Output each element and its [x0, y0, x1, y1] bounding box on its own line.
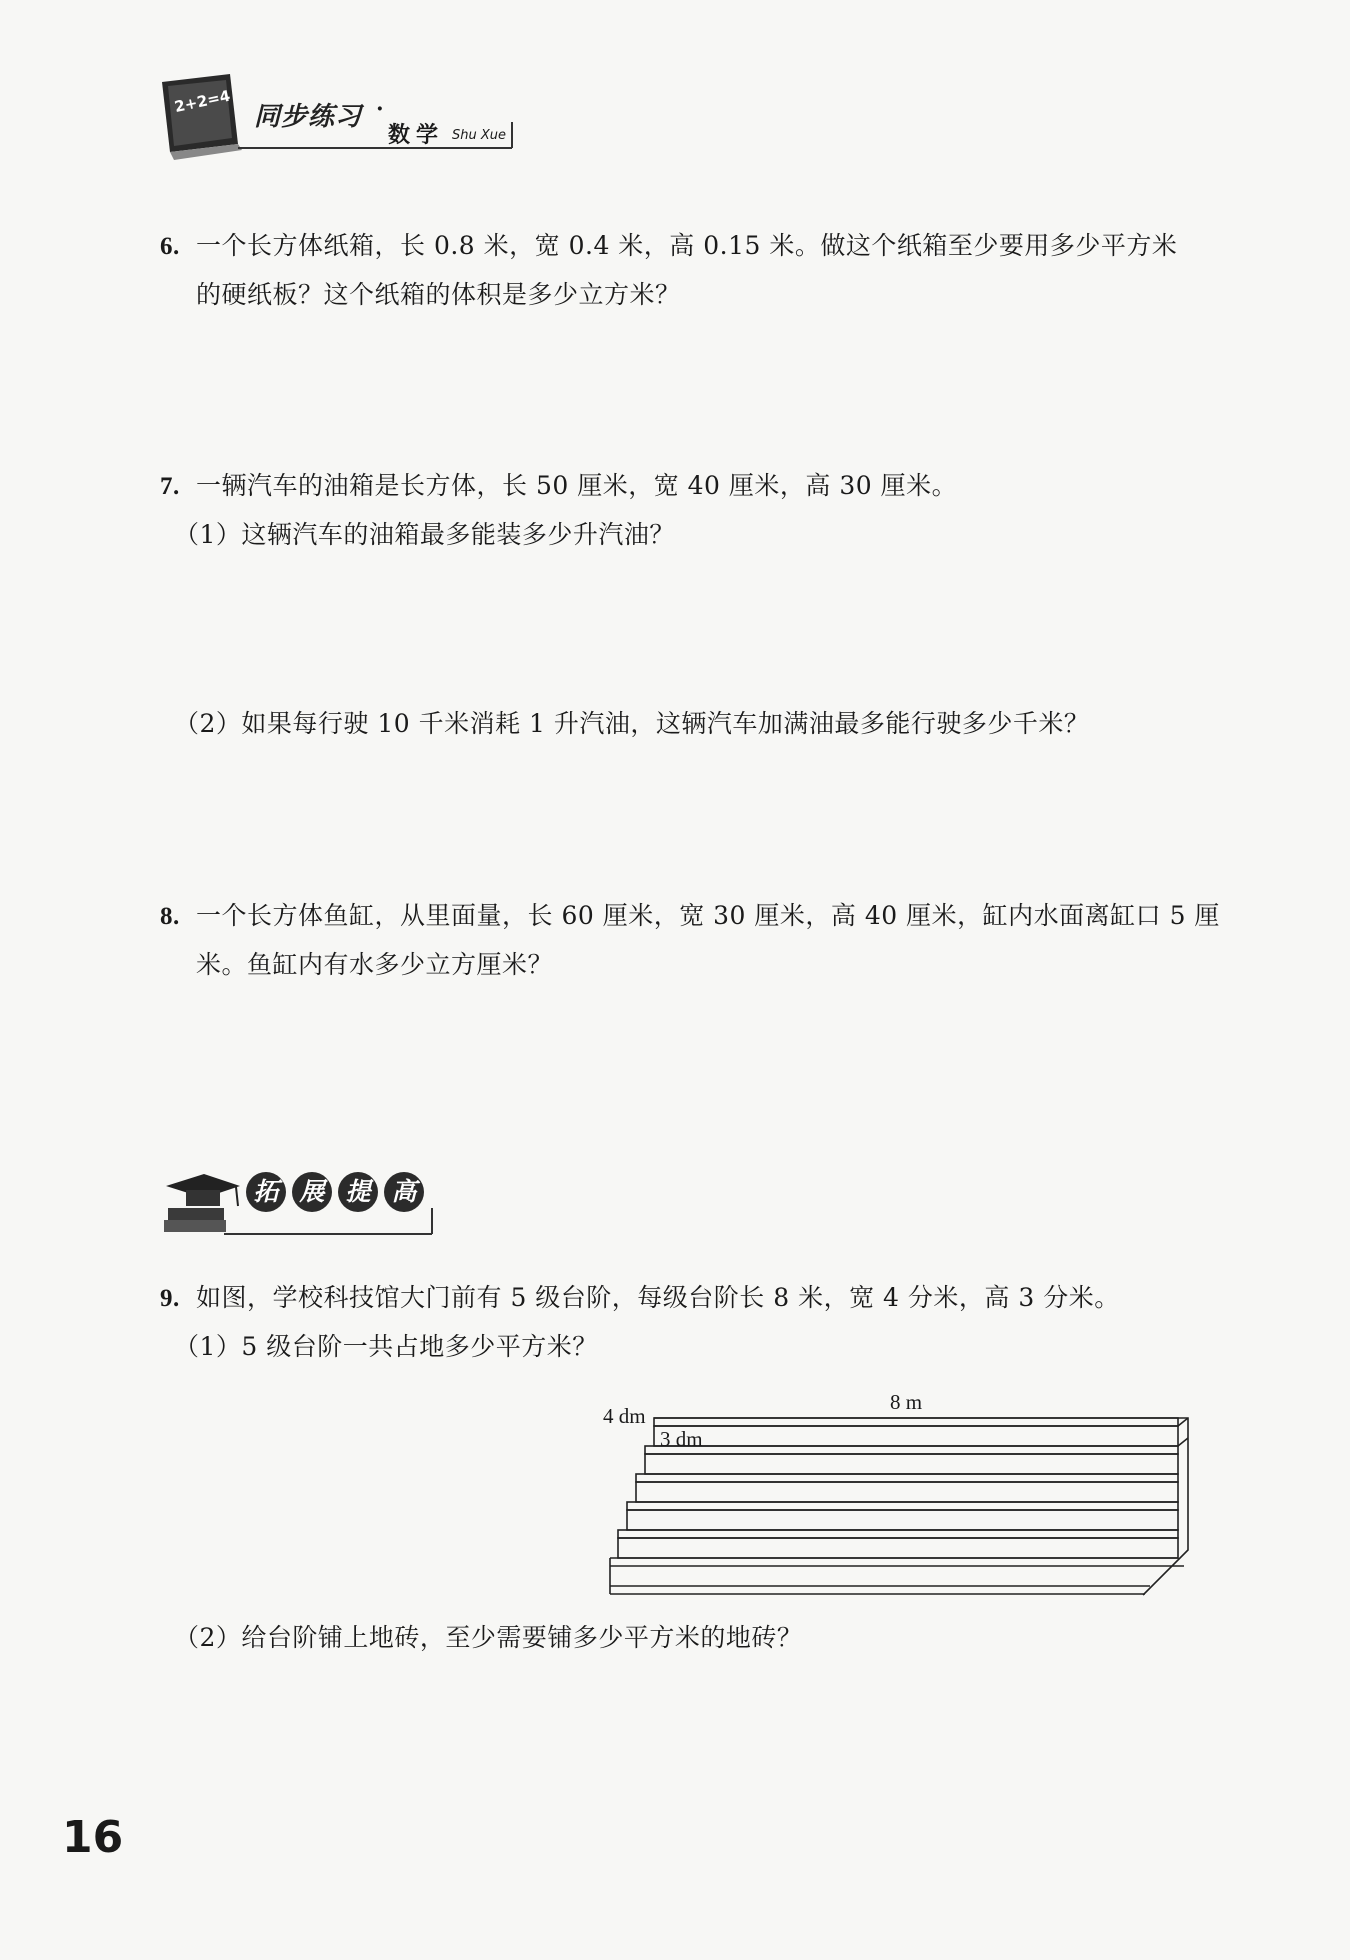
width-label: 4 dm: [603, 1404, 646, 1428]
sub-question-2: （2）如果每行驶 10 千米消耗 1 升汽油，这辆汽车加满油最多能行驶多少千米？: [174, 709, 1090, 738]
question-number: 7.: [160, 473, 180, 500]
header-dot: ·: [376, 96, 384, 122]
question-7: [160, 462, 957, 559]
stairs-figure: [590, 1390, 1200, 1600]
badge-text: 2+2=4: [172, 86, 232, 117]
question-8: [160, 892, 1220, 989]
question-number: 6.: [160, 233, 180, 260]
sub-question-1: （1）这辆汽车的油箱最多能装多少升汽油？: [174, 520, 675, 549]
question-text: 米。鱼缸内有水多少立方厘米？: [196, 950, 554, 979]
question-9: [160, 1274, 1120, 1371]
question-text: 如图，学校科技馆大门前有 5 级台阶，每级台阶长 8 米，宽 4 分米，高 3 分米。: [196, 1283, 1120, 1312]
question-text: 的硬纸板？这个纸箱的体积是多少立方米？: [196, 280, 681, 309]
sub-question-1: （1）5 级台阶一共占地多少平方米？: [174, 1332, 598, 1361]
section-title-char: 提: [338, 1172, 378, 1212]
question-number: 8.: [160, 903, 180, 930]
section-title-char: 高: [384, 1172, 424, 1212]
header-title: 同步练习: [254, 102, 363, 132]
question-text: 一个长方体纸箱，长 0.8 米，宽 0.4 米，高 0.15 米。做这个纸箱至少要用多少平方米: [196, 231, 1178, 260]
graduation-cap-icon: [164, 1174, 240, 1232]
question-6: [160, 222, 1177, 319]
height-label: 3 dm: [660, 1427, 703, 1451]
question-text: 一辆汽车的油箱是长方体，长 50 厘米，宽 40 厘米，高 30 厘米。: [196, 471, 958, 500]
length-label: 8 m: [890, 1390, 923, 1414]
page-number: 16: [62, 1812, 124, 1863]
header-pinyin: Shu Xue: [452, 128, 507, 143]
question-text: 一个长方体鱼缸，从里面量，长 60 厘米，宽 30 厘米，高 40 厘米，缸内水面离缸口 5 厘: [196, 901, 1220, 930]
header-subject: 数学: [388, 123, 445, 148]
section-title-char: 拓: [246, 1172, 286, 1212]
section-title-char: 展: [292, 1172, 332, 1212]
sub-question-2: （2）给台阶铺上地砖，至少需要铺多少平方米的地砖？: [174, 1623, 803, 1652]
question-number: 9.: [160, 1285, 180, 1312]
